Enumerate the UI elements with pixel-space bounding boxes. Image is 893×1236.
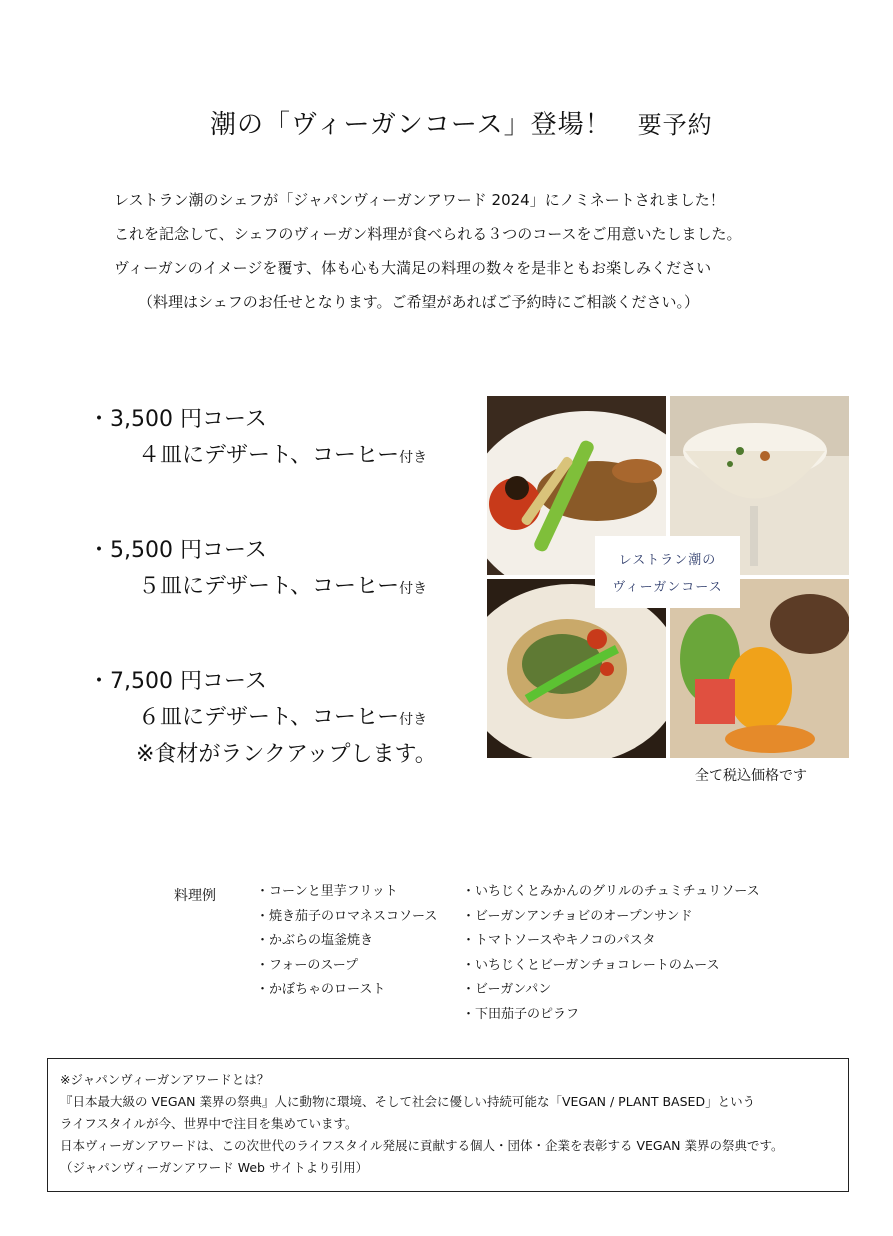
example-item: ・かぶらの塩釜焼き xyxy=(256,933,374,948)
award-line: ライフスタイルが今、世界中で注目を集めています。 xyxy=(60,1116,358,1131)
award-info-box xyxy=(47,1058,849,1192)
course-7500 xyxy=(88,664,437,774)
award-line: （ジャパンヴィーガンアワード Web サイトより引用） xyxy=(60,1160,369,1175)
award-line: 日本ヴィーガンアワードは、この次世代のライフスタイル発展に貢献する個人・団体・企業を表彰する VEGAN 業界の祭典です。 xyxy=(60,1138,784,1153)
award-line: 『日本最大級の VEGAN 業界の祭典』人に動物に環境、そして社会に優しい持続可能な「VEGAN / PLANT BASED」という xyxy=(60,1094,756,1109)
example-item: ・ビーガンパン xyxy=(462,982,552,997)
course-detail-text: ５皿にデザート、コーヒー xyxy=(138,574,400,599)
overlay-line: ヴィーガンコース xyxy=(612,580,723,595)
intro-line: レストラン潮のシェフが「ジャパンヴィーガンアワード 2024」にノミネートされました！ xyxy=(114,191,725,209)
example-item: ・いちじくとビーガンチョコレートのムース xyxy=(462,957,720,973)
course-name: ・7,500 円コース xyxy=(88,669,267,694)
example-item: ・コーンと里芋フリット xyxy=(256,884,398,899)
course-name: ・5,500 円コース xyxy=(88,538,267,563)
tax-note: 全て税込価格です xyxy=(695,768,807,784)
example-item: ・ビーガンアンチョビのオープンサンド xyxy=(462,908,693,924)
examples-column-1 xyxy=(256,880,437,1003)
reservation-required: 要予約 xyxy=(637,111,713,139)
title-main: 潮の「ヴィーガンコース」登場！ xyxy=(210,110,612,140)
course-note: ※食材がランクアップします。 xyxy=(136,742,437,767)
example-item: ・かぼちゃのロースト xyxy=(256,982,386,997)
photo-overlay-caption xyxy=(595,536,740,608)
intro-line: （料理はシェフのお任せとなります。ご希望があればご予約時にご相談ください。） xyxy=(138,293,700,311)
examples-label: 料理例 xyxy=(174,888,216,904)
example-item: ・下田茄子のピラフ xyxy=(462,1006,580,1022)
food-photo-grid xyxy=(487,396,849,758)
course-3500 xyxy=(88,402,427,474)
page-title xyxy=(210,104,810,141)
course-detail-text: ４皿にデザート、コーヒー xyxy=(138,443,400,468)
course-detail xyxy=(138,438,427,474)
intro-line: ヴィーガンのイメージを覆す、体も心も大満足の料理の数々を是非ともお楽しみください xyxy=(114,259,712,277)
course-detail-suffix: 付き xyxy=(399,712,428,728)
example-item: ・トマトソースやキノコのパスタ xyxy=(462,933,656,948)
course-detail xyxy=(138,569,427,605)
course-detail xyxy=(138,700,437,736)
intro-text xyxy=(114,188,741,324)
examples-column-2 xyxy=(462,880,760,1027)
example-item: ・フォーのスープ xyxy=(256,957,359,973)
course-detail-suffix: 付き xyxy=(399,450,428,466)
course-detail-text: ６皿にデザート、コーヒー xyxy=(138,705,400,730)
example-item: ・いちじくとみかんのグリルのチュミチュリソース xyxy=(462,884,760,899)
award-line: ※ジャパンヴィーガンアワードとは？ xyxy=(60,1072,270,1087)
intro-line: これを記念して、シェフのヴィーガン料理が食べられる３つのコースをご用意いたしました。 xyxy=(114,225,742,243)
course-name: ・3,500 円コース xyxy=(88,407,267,432)
course-5500 xyxy=(88,533,427,605)
example-item: ・焼き茄子のロマネスコソース xyxy=(256,908,438,924)
course-detail-suffix: 付き xyxy=(399,581,428,597)
overlay-line: レストラン潮の xyxy=(618,553,717,568)
